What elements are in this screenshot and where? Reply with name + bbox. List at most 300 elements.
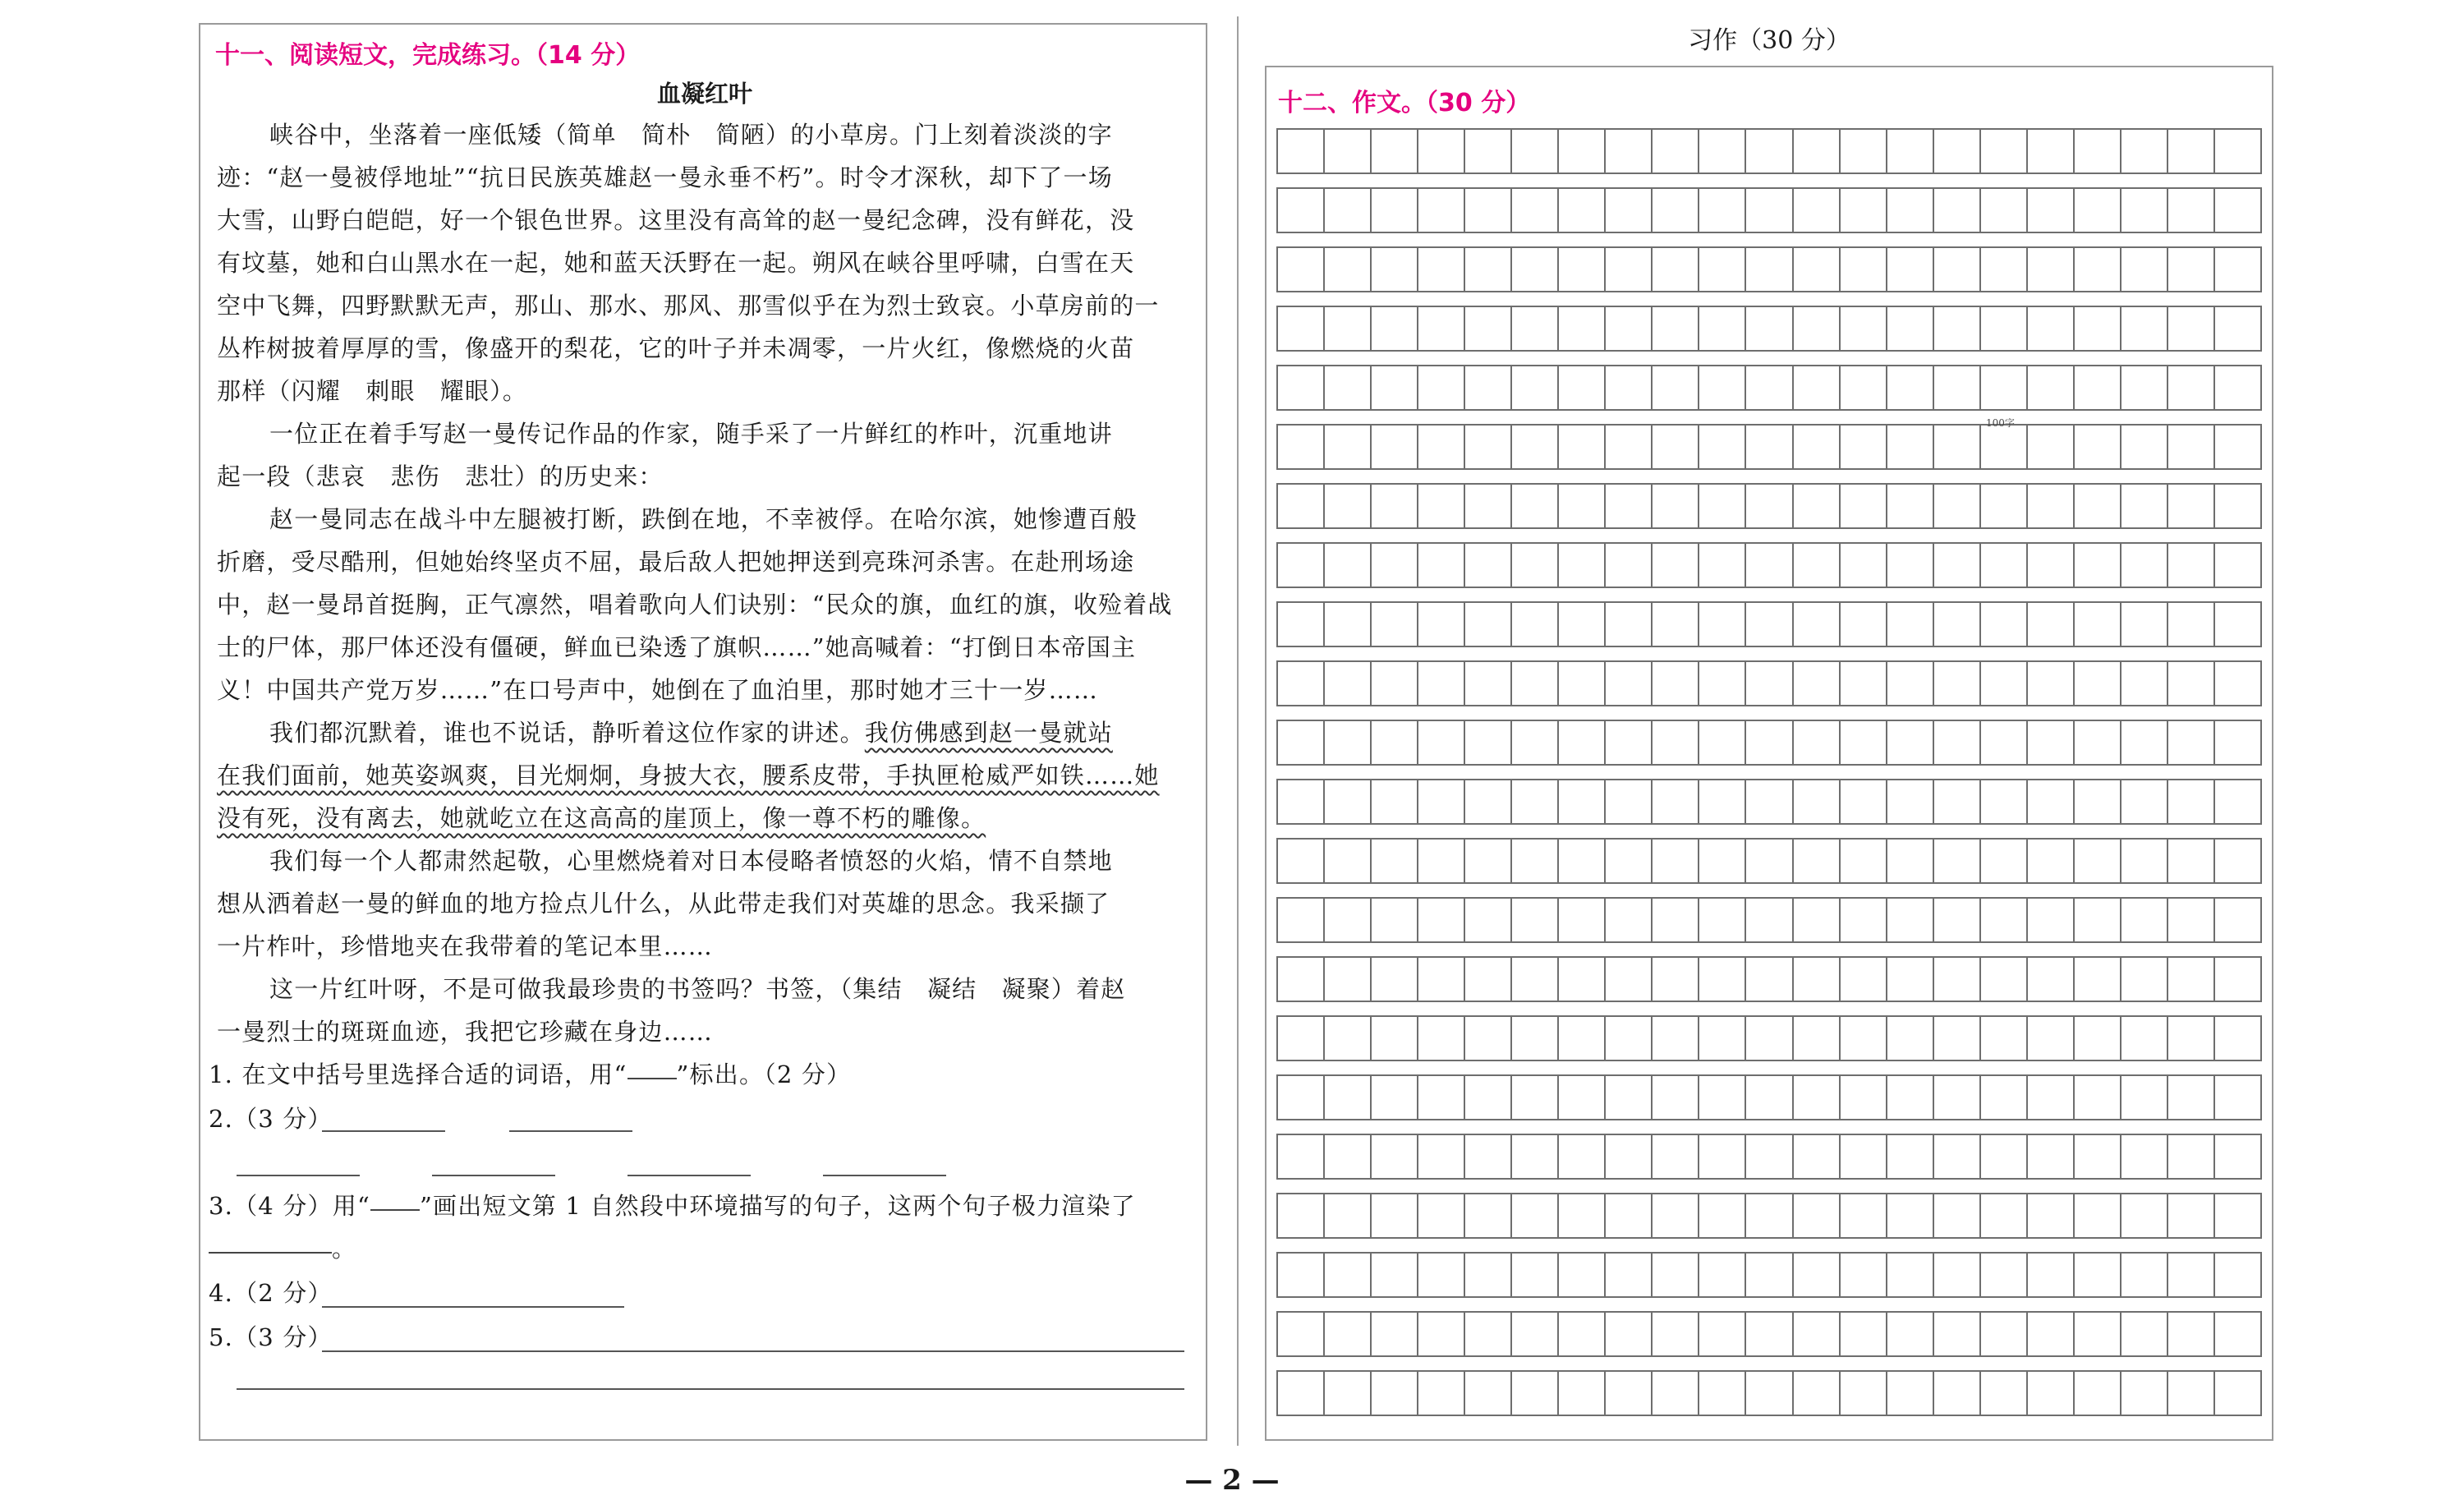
grid-cell[interactable]	[1794, 426, 1841, 468]
grid-cell[interactable]	[1746, 366, 1793, 409]
grid-cell[interactable]	[1325, 130, 1372, 173]
grid-cell[interactable]	[1746, 307, 1793, 350]
grid-cell[interactable]	[1512, 1313, 1559, 1355]
grid-cell[interactable]	[1841, 189, 1887, 232]
grid-cell[interactable]	[1606, 248, 1653, 291]
grid-cell[interactable]	[1887, 1313, 1934, 1355]
grid-cell[interactable]	[1981, 1017, 2028, 1060]
grid-cell[interactable]	[1653, 1254, 1699, 1296]
grid-cell[interactable]	[2028, 662, 2075, 705]
grid-cell[interactable]	[1278, 544, 1325, 587]
grid-cell[interactable]	[1699, 130, 1746, 173]
grid-cell[interactable]	[1559, 485, 1606, 527]
grid-cell[interactable]	[1372, 1254, 1418, 1296]
grid-cell[interactable]	[1372, 1076, 1418, 1119]
grid-cell[interactable]	[1934, 189, 1981, 232]
grid-cell[interactable]	[1934, 1076, 1981, 1119]
grid-cell[interactable]	[1794, 1372, 1841, 1415]
grid-cell[interactable]	[1559, 780, 1606, 823]
grid-cell[interactable]	[1699, 1135, 1746, 1178]
grid-cell[interactable]	[2168, 1076, 2215, 1119]
grid-cell[interactable]	[1841, 1194, 1887, 1237]
grid-cell[interactable]	[1372, 780, 1418, 823]
grid-cell[interactable]	[2028, 1017, 2075, 1060]
grid-cell[interactable]	[2168, 1135, 2215, 1178]
grid-cell[interactable]	[1278, 1194, 1325, 1237]
grid-cell[interactable]	[2075, 366, 2122, 409]
grid-cell[interactable]	[1981, 1135, 2028, 1178]
grid-cell[interactable]	[1653, 1135, 1699, 1178]
grid-cell[interactable]	[1934, 1017, 1981, 1060]
grid-cell[interactable]	[2028, 1194, 2075, 1237]
grid-cell[interactable]	[2122, 1254, 2168, 1296]
grid-cell[interactable]	[1325, 1313, 1372, 1355]
grid-cell[interactable]	[1794, 1254, 1841, 1296]
grid-cell[interactable]	[2122, 426, 2168, 468]
answer-blank[interactable]	[209, 1247, 332, 1254]
grid-cell[interactable]	[1794, 248, 1841, 291]
grid-cell[interactable]	[1934, 1135, 1981, 1178]
grid-cell[interactable]	[1512, 721, 1559, 764]
grid-cell[interactable]	[1699, 366, 1746, 409]
grid-cell[interactable]	[2122, 189, 2168, 232]
grid-cell[interactable]	[1841, 840, 1887, 882]
grid-cell[interactable]	[1746, 662, 1793, 705]
grid-cell[interactable]	[1418, 840, 1465, 882]
grid-cell[interactable]	[2215, 958, 2260, 1001]
grid-cell[interactable]	[2168, 130, 2215, 173]
grid-cell[interactable]	[2168, 958, 2215, 1001]
grid-cell[interactable]	[1981, 1254, 2028, 1296]
grid-cell[interactable]	[1559, 1194, 1606, 1237]
grid-cell[interactable]	[1841, 485, 1887, 527]
grid-cell[interactable]	[1746, 544, 1793, 587]
grid-cell[interactable]	[1934, 840, 1981, 882]
grid-cell[interactable]	[2215, 189, 2260, 232]
answer-line[interactable]	[322, 1350, 1184, 1352]
grid-cell[interactable]	[1512, 1076, 1559, 1119]
grid-cell[interactable]	[1981, 662, 2028, 705]
grid-cell[interactable]	[1278, 485, 1325, 527]
grid-cell[interactable]	[2168, 1017, 2215, 1060]
grid-cell[interactable]	[1887, 130, 1934, 173]
grid-cell[interactable]	[2215, 603, 2260, 646]
grid-cell[interactable]	[1465, 721, 1512, 764]
grid-cell[interactable]	[1465, 544, 1512, 587]
grid-cell[interactable]	[2028, 1076, 2075, 1119]
grid-cell[interactable]	[2122, 958, 2168, 1001]
grid-cell[interactable]	[1465, 1313, 1512, 1355]
grid-cell[interactable]	[1325, 189, 1372, 232]
grid-cell[interactable]	[1981, 958, 2028, 1001]
grid-cell[interactable]	[1278, 307, 1325, 350]
grid-cell[interactable]	[1465, 130, 1512, 173]
grid-cell[interactable]	[2215, 1313, 2260, 1355]
grid-cell[interactable]	[1325, 840, 1372, 882]
grid-cell[interactable]	[1653, 662, 1699, 705]
grid-cell[interactable]	[1841, 899, 1887, 941]
grid-cell[interactable]	[1934, 1372, 1981, 1415]
grid-cell[interactable]	[1418, 1017, 1465, 1060]
grid-cell[interactable]	[1699, 544, 1746, 587]
grid-cell[interactable]	[1934, 1254, 1981, 1296]
grid-cell[interactable]	[1653, 544, 1699, 587]
grid-cell[interactable]	[1887, 780, 1934, 823]
grid-cell[interactable]	[1465, 307, 1512, 350]
grid-cell[interactable]	[1934, 307, 1981, 350]
grid-cell[interactable]	[2215, 662, 2260, 705]
grid-cell[interactable]	[1465, 958, 1512, 1001]
grid-cell[interactable]	[1372, 130, 1418, 173]
grid-cell[interactable]	[1981, 307, 2028, 350]
grid-cell[interactable]	[1512, 307, 1559, 350]
grid-cell[interactable]	[1418, 426, 1465, 468]
grid-cell[interactable]	[2028, 130, 2075, 173]
grid-cell[interactable]	[2028, 248, 2075, 291]
grid-cell[interactable]	[1372, 544, 1418, 587]
grid-cell[interactable]	[1934, 603, 1981, 646]
answer-blank[interactable]	[627, 1073, 677, 1079]
grid-cell[interactable]	[2028, 485, 2075, 527]
grid-cell[interactable]	[1418, 1254, 1465, 1296]
grid-cell[interactable]	[1794, 840, 1841, 882]
grid-cell[interactable]	[2075, 1313, 2122, 1355]
answer-line[interactable]	[823, 1175, 946, 1176]
grid-cell[interactable]	[2168, 1254, 2215, 1296]
grid-cell[interactable]	[2122, 1372, 2168, 1415]
grid-cell[interactable]	[1653, 899, 1699, 941]
grid-cell[interactable]	[1325, 899, 1372, 941]
grid-cell[interactable]	[2075, 130, 2122, 173]
grid-cell[interactable]	[1512, 1372, 1559, 1415]
grid-cell[interactable]	[2028, 1313, 2075, 1355]
grid-cell[interactable]	[1278, 721, 1325, 764]
grid-cell[interactable]	[1325, 1076, 1372, 1119]
grid-cell[interactable]	[1699, 721, 1746, 764]
grid-cell[interactable]	[1418, 1313, 1465, 1355]
grid-cell[interactable]	[1372, 899, 1418, 941]
grid-cell[interactable]	[1559, 1017, 1606, 1060]
grid-cell[interactable]	[1418, 485, 1465, 527]
grid-cell[interactable]	[1606, 780, 1653, 823]
grid-cell[interactable]	[1699, 840, 1746, 882]
grid-cell[interactable]	[1699, 1313, 1746, 1355]
grid-cell[interactable]	[1841, 1254, 1887, 1296]
grid-cell[interactable]	[1887, 307, 1934, 350]
grid-cell[interactable]	[1559, 248, 1606, 291]
grid-cell[interactable]	[1841, 780, 1887, 823]
grid-cell[interactable]	[1372, 603, 1418, 646]
grid-cell[interactable]	[1606, 426, 1653, 468]
grid-cell[interactable]	[1372, 307, 1418, 350]
grid-cell[interactable]	[1278, 248, 1325, 291]
grid-cell[interactable]	[1653, 1372, 1699, 1415]
grid-cell[interactable]	[1653, 1076, 1699, 1119]
grid-cell[interactable]	[2215, 1017, 2260, 1060]
grid-cell[interactable]	[2215, 1372, 2260, 1415]
grid-cell[interactable]	[2075, 780, 2122, 823]
grid-cell[interactable]	[1559, 426, 1606, 468]
grid-cell[interactable]	[1512, 603, 1559, 646]
grid-cell[interactable]	[1746, 189, 1793, 232]
grid-cell[interactable]	[1559, 189, 1606, 232]
answer-line[interactable]	[322, 1130, 445, 1132]
grid-cell[interactable]	[2122, 307, 2168, 350]
grid-cell[interactable]	[2215, 899, 2260, 941]
grid-cell[interactable]	[1512, 1254, 1559, 1296]
grid-cell[interactable]	[1278, 1076, 1325, 1119]
grid-cell[interactable]	[1606, 485, 1653, 527]
grid-cell[interactable]	[2122, 544, 2168, 587]
grid-cell[interactable]	[1746, 1076, 1793, 1119]
grid-cell[interactable]	[2122, 603, 2168, 646]
grid-cell[interactable]	[1699, 1372, 1746, 1415]
grid-cell[interactable]	[1325, 1017, 1372, 1060]
grid-cell[interactable]	[2122, 899, 2168, 941]
grid-cell[interactable]	[1465, 1017, 1512, 1060]
grid-cell[interactable]	[1465, 840, 1512, 882]
answer-line[interactable]	[237, 1175, 360, 1176]
grid-cell[interactable]	[1512, 840, 1559, 882]
grid-cell[interactable]	[1465, 1076, 1512, 1119]
grid-cell[interactable]	[2028, 544, 2075, 587]
grid-cell[interactable]	[1841, 1017, 1887, 1060]
grid-cell[interactable]	[1325, 1254, 1372, 1296]
grid-cell[interactable]	[1841, 1076, 1887, 1119]
grid-cell[interactable]	[1418, 1076, 1465, 1119]
grid-cell[interactable]	[1699, 662, 1746, 705]
grid-cell[interactable]	[1841, 1372, 1887, 1415]
grid-cell[interactable]	[2075, 721, 2122, 764]
grid-cell[interactable]	[1746, 1372, 1793, 1415]
grid-cell[interactable]	[1465, 189, 1512, 232]
grid-cell[interactable]	[1794, 366, 1841, 409]
grid-cell[interactable]	[1418, 130, 1465, 173]
grid-cell[interactable]	[2168, 1372, 2215, 1415]
grid-cell[interactable]	[2075, 899, 2122, 941]
grid-cell[interactable]	[1559, 1076, 1606, 1119]
grid-cell[interactable]	[1606, 958, 1653, 1001]
grid-cell[interactable]	[1278, 780, 1325, 823]
grid-cell[interactable]	[1887, 1135, 1934, 1178]
grid-cell[interactable]	[1606, 1372, 1653, 1415]
grid-cell[interactable]	[1653, 1017, 1699, 1060]
grid-cell[interactable]	[1794, 721, 1841, 764]
grid-cell[interactable]	[1653, 426, 1699, 468]
grid-cell[interactable]	[2075, 544, 2122, 587]
grid-cell[interactable]	[1934, 130, 1981, 173]
grid-cell[interactable]	[1887, 248, 1934, 291]
grid-cell[interactable]	[1372, 840, 1418, 882]
grid-cell[interactable]	[2168, 840, 2215, 882]
grid-cell[interactable]	[1418, 721, 1465, 764]
grid-cell[interactable]	[1512, 780, 1559, 823]
grid-cell[interactable]	[1559, 307, 1606, 350]
grid-cell[interactable]	[2028, 307, 2075, 350]
answer-line[interactable]	[432, 1175, 555, 1176]
grid-cell[interactable]	[1794, 1017, 1841, 1060]
grid-cell[interactable]	[1418, 603, 1465, 646]
grid-cell[interactable]	[1653, 485, 1699, 527]
grid-cell[interactable]	[1559, 1313, 1606, 1355]
grid-cell[interactable]	[2028, 426, 2075, 468]
grid-cell[interactable]	[2122, 1076, 2168, 1119]
grid-cell[interactable]	[1465, 1194, 1512, 1237]
grid-cell[interactable]	[1372, 366, 1418, 409]
grid-cell[interactable]	[1934, 366, 1981, 409]
grid-cell[interactable]	[2122, 721, 2168, 764]
grid-cell[interactable]	[1981, 426, 2028, 468]
grid-cell[interactable]	[1653, 1313, 1699, 1355]
grid-cell[interactable]	[1278, 130, 1325, 173]
grid-cell[interactable]	[1653, 780, 1699, 823]
grid-cell[interactable]	[1465, 366, 1512, 409]
grid-cell[interactable]	[1559, 721, 1606, 764]
grid-cell[interactable]	[1278, 1254, 1325, 1296]
grid-cell[interactable]	[1606, 662, 1653, 705]
grid-cell[interactable]	[1278, 1135, 1325, 1178]
grid-cell[interactable]	[2215, 248, 2260, 291]
grid-cell[interactable]	[2122, 780, 2168, 823]
grid-cell[interactable]	[2168, 662, 2215, 705]
grid-cell[interactable]	[1372, 248, 1418, 291]
grid-cell[interactable]	[1606, 899, 1653, 941]
grid-cell[interactable]	[1934, 426, 1981, 468]
grid-cell[interactable]	[1746, 840, 1793, 882]
grid-cell[interactable]	[1746, 1194, 1793, 1237]
grid-cell[interactable]	[1372, 189, 1418, 232]
grid-cell[interactable]	[1278, 1372, 1325, 1415]
grid-cell[interactable]	[1699, 307, 1746, 350]
grid-cell[interactable]	[1606, 721, 1653, 764]
grid-cell[interactable]	[1746, 248, 1793, 291]
grid-cell[interactable]	[2215, 780, 2260, 823]
grid-cell[interactable]	[2028, 1254, 2075, 1296]
grid-cell[interactable]	[1606, 1313, 1653, 1355]
grid-cell[interactable]	[1606, 1254, 1653, 1296]
grid-cell[interactable]	[2075, 662, 2122, 705]
grid-cell[interactable]	[2122, 1017, 2168, 1060]
grid-cell[interactable]	[1372, 1372, 1418, 1415]
grid-cell[interactable]	[1746, 1135, 1793, 1178]
grid-cell[interactable]	[2075, 1194, 2122, 1237]
grid-cell[interactable]	[1606, 1076, 1653, 1119]
grid-cell[interactable]	[2168, 780, 2215, 823]
grid-cell[interactable]	[1278, 1017, 1325, 1060]
grid-cell[interactable]	[1465, 1372, 1512, 1415]
grid-cell[interactable]	[1278, 426, 1325, 468]
grid-cell[interactable]	[2168, 899, 2215, 941]
grid-cell[interactable]	[1512, 1194, 1559, 1237]
grid-cell[interactable]	[1981, 899, 2028, 941]
grid-cell[interactable]	[1559, 1372, 1606, 1415]
grid-cell[interactable]	[2075, 958, 2122, 1001]
grid-cell[interactable]	[1606, 1194, 1653, 1237]
grid-cell[interactable]	[1372, 958, 1418, 1001]
grid-cell[interactable]	[1981, 366, 2028, 409]
grid-cell[interactable]	[2215, 307, 2260, 350]
grid-cell[interactable]	[2075, 1372, 2122, 1415]
answer-blank[interactable]	[370, 1204, 420, 1211]
grid-cell[interactable]	[1981, 1313, 2028, 1355]
grid-cell[interactable]	[1887, 958, 1934, 1001]
grid-cell[interactable]	[1278, 840, 1325, 882]
grid-cell[interactable]	[1887, 189, 1934, 232]
grid-cell[interactable]	[2215, 426, 2260, 468]
grid-cell[interactable]	[1325, 1372, 1372, 1415]
grid-cell[interactable]	[1934, 780, 1981, 823]
grid-cell[interactable]	[2215, 1254, 2260, 1296]
grid-cell[interactable]	[2028, 1372, 2075, 1415]
grid-cell[interactable]	[1278, 189, 1325, 232]
grid-cell[interactable]	[1512, 544, 1559, 587]
grid-cell[interactable]	[1418, 1135, 1465, 1178]
grid-cell[interactable]	[2215, 544, 2260, 587]
grid-cell[interactable]	[1794, 899, 1841, 941]
grid-cell[interactable]	[1746, 485, 1793, 527]
grid-cell[interactable]	[2215, 366, 2260, 409]
grid-cell[interactable]	[1606, 130, 1653, 173]
grid-cell[interactable]	[1325, 721, 1372, 764]
grid-cell[interactable]	[1841, 1135, 1887, 1178]
grid-cell[interactable]	[1887, 1076, 1934, 1119]
grid-cell[interactable]	[1981, 1194, 2028, 1237]
grid-cell[interactable]	[1653, 603, 1699, 646]
grid-cell[interactable]	[1746, 426, 1793, 468]
answer-line[interactable]	[322, 1306, 624, 1308]
grid-cell[interactable]	[1887, 899, 1934, 941]
grid-cell[interactable]	[2168, 248, 2215, 291]
grid-cell[interactable]	[1841, 603, 1887, 646]
grid-cell[interactable]	[1653, 840, 1699, 882]
grid-cell[interactable]	[1841, 1313, 1887, 1355]
grid-cell[interactable]	[1841, 662, 1887, 705]
grid-cell[interactable]	[1746, 1017, 1793, 1060]
grid-cell[interactable]	[1794, 485, 1841, 527]
grid-cell[interactable]	[1699, 426, 1746, 468]
grid-cell[interactable]	[2122, 662, 2168, 705]
grid-cell[interactable]	[1653, 958, 1699, 1001]
grid-cell[interactable]	[2028, 958, 2075, 1001]
grid-cell[interactable]	[1934, 662, 1981, 705]
grid-cell[interactable]	[1325, 958, 1372, 1001]
grid-cell[interactable]	[2168, 307, 2215, 350]
grid-cell[interactable]	[1465, 485, 1512, 527]
grid-cell[interactable]	[1699, 485, 1746, 527]
grid-cell[interactable]	[2075, 603, 2122, 646]
grid-cell[interactable]	[1418, 189, 1465, 232]
grid-cell[interactable]	[1278, 1313, 1325, 1355]
grid-cell[interactable]	[1325, 307, 1372, 350]
grid-cell[interactable]	[2122, 1313, 2168, 1355]
grid-cell[interactable]	[1981, 189, 2028, 232]
grid-cell[interactable]	[2122, 248, 2168, 291]
grid-cell[interactable]	[1794, 189, 1841, 232]
grid-cell[interactable]	[1418, 780, 1465, 823]
grid-cell[interactable]	[2215, 840, 2260, 882]
grid-cell[interactable]	[1606, 603, 1653, 646]
grid-cell[interactable]	[2122, 485, 2168, 527]
grid-cell[interactable]	[1372, 662, 1418, 705]
grid-cell[interactable]	[1559, 1135, 1606, 1178]
grid-cell[interactable]	[1512, 1017, 1559, 1060]
grid-cell[interactable]	[1653, 721, 1699, 764]
grid-cell[interactable]	[1887, 485, 1934, 527]
grid-cell[interactable]	[1278, 958, 1325, 1001]
grid-cell[interactable]	[1887, 544, 1934, 587]
grid-cell[interactable]	[1841, 366, 1887, 409]
grid-cell[interactable]	[1606, 1017, 1653, 1060]
